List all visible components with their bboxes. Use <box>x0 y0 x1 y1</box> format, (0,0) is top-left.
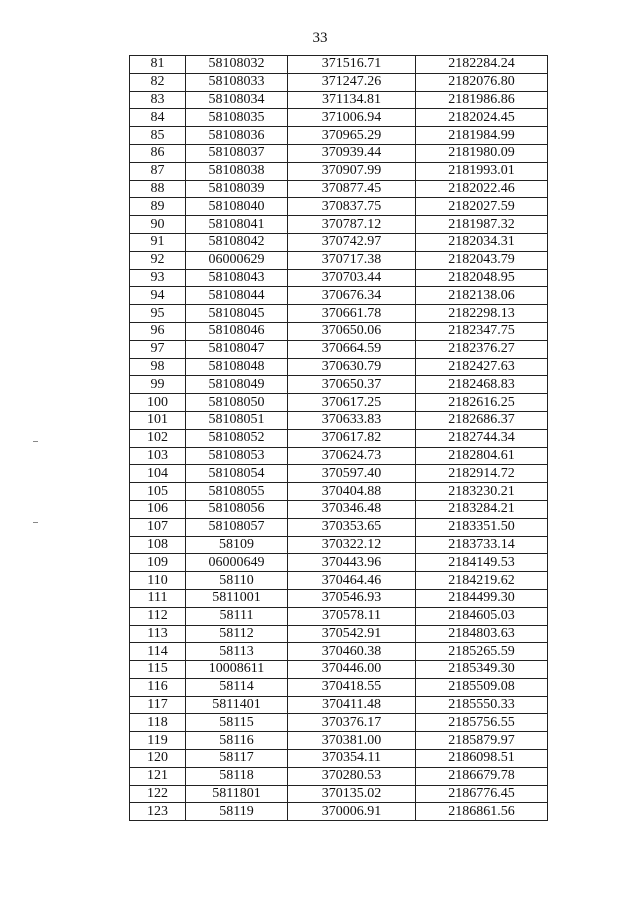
x-coordinate-cell: 370676.34 <box>288 287 416 305</box>
y-coordinate-cell: 2185550.33 <box>416 696 548 714</box>
point-id-cell: 58108045 <box>186 305 288 323</box>
x-coordinate-cell: 370446.00 <box>288 661 416 679</box>
row-number-cell: 113 <box>130 625 186 643</box>
point-id-cell: 58108033 <box>186 73 288 91</box>
y-coordinate-cell: 2182686.37 <box>416 411 548 429</box>
table-row <box>130 144 548 162</box>
y-coordinate-cell: 2185349.30 <box>416 661 548 679</box>
table-row <box>130 661 548 679</box>
x-coordinate-cell: 371516.71 <box>288 56 416 74</box>
x-coordinate-cell: 371134.81 <box>288 91 416 109</box>
x-coordinate-cell: 370280.53 <box>288 767 416 785</box>
point-id-cell: 5811401 <box>186 696 288 714</box>
x-coordinate-cell: 370353.65 <box>288 518 416 536</box>
x-coordinate-cell: 370322.12 <box>288 536 416 554</box>
y-coordinate-cell: 2186679.78 <box>416 767 548 785</box>
x-coordinate-cell: 370443.96 <box>288 554 416 572</box>
row-number-cell: 92 <box>130 251 186 269</box>
table-row <box>130 180 548 198</box>
table-row <box>130 322 548 340</box>
table-row <box>130 803 548 821</box>
table-row <box>130 305 548 323</box>
point-id-cell: 58113 <box>186 643 288 661</box>
x-coordinate-cell: 370787.12 <box>288 216 416 234</box>
point-id-cell: 58110 <box>186 572 288 590</box>
x-coordinate-cell: 370578.11 <box>288 607 416 625</box>
table-row <box>130 500 548 518</box>
y-coordinate-cell: 2186776.45 <box>416 785 548 803</box>
row-number-cell: 94 <box>130 287 186 305</box>
x-coordinate-cell: 370703.44 <box>288 269 416 287</box>
row-number-cell: 97 <box>130 340 186 358</box>
y-coordinate-cell: 2182076.80 <box>416 73 548 91</box>
y-coordinate-cell: 2182284.24 <box>416 56 548 74</box>
y-coordinate-cell: 2182138.06 <box>416 287 548 305</box>
point-id-cell: 58108049 <box>186 376 288 394</box>
row-number-cell: 120 <box>130 750 186 768</box>
y-coordinate-cell: 2181984.99 <box>416 127 548 145</box>
table-row <box>130 767 548 785</box>
y-coordinate-cell: 2184803.63 <box>416 625 548 643</box>
point-id-cell: 58108035 <box>186 109 288 127</box>
x-coordinate-cell: 370617.25 <box>288 394 416 412</box>
row-number-cell: 105 <box>130 483 186 501</box>
row-number-cell: 86 <box>130 144 186 162</box>
point-id-cell: 58108036 <box>186 127 288 145</box>
row-number-cell: 98 <box>130 358 186 376</box>
x-coordinate-cell: 370939.44 <box>288 144 416 162</box>
point-id-cell: 58114 <box>186 678 288 696</box>
y-coordinate-cell: 2181986.86 <box>416 91 548 109</box>
table-row <box>130 251 548 269</box>
x-coordinate-cell: 370546.93 <box>288 589 416 607</box>
table-row <box>130 696 548 714</box>
y-coordinate-cell: 2182804.61 <box>416 447 548 465</box>
y-coordinate-cell: 2182043.79 <box>416 251 548 269</box>
page-number: 33 <box>312 30 328 46</box>
point-id-cell: 58108043 <box>186 269 288 287</box>
point-id-cell: 58117 <box>186 750 288 768</box>
x-coordinate-cell: 370877.45 <box>288 180 416 198</box>
point-id-cell: 58111 <box>186 607 288 625</box>
row-number-cell: 118 <box>130 714 186 732</box>
x-coordinate-cell: 370742.97 <box>288 233 416 251</box>
y-coordinate-cell: 2183351.50 <box>416 518 548 536</box>
y-coordinate-cell: 2185509.08 <box>416 678 548 696</box>
y-coordinate-cell: 2182376.27 <box>416 340 548 358</box>
table-row <box>130 678 548 696</box>
row-number-cell: 114 <box>130 643 186 661</box>
point-id-cell: 58116 <box>186 732 288 750</box>
x-coordinate-cell: 370346.48 <box>288 500 416 518</box>
row-number-cell: 100 <box>130 394 186 412</box>
row-number-cell: 112 <box>130 607 186 625</box>
y-coordinate-cell: 2183284.21 <box>416 500 548 518</box>
y-coordinate-cell: 2182022.46 <box>416 180 548 198</box>
y-coordinate-cell: 2181987.32 <box>416 216 548 234</box>
x-coordinate-cell: 370633.83 <box>288 411 416 429</box>
table-row <box>130 785 548 803</box>
table-row <box>130 625 548 643</box>
point-id-cell: 58108052 <box>186 429 288 447</box>
table-row <box>130 358 548 376</box>
row-number-cell: 83 <box>130 91 186 109</box>
y-coordinate-cell: 2186861.56 <box>416 803 548 821</box>
table-row <box>130 447 548 465</box>
table-row <box>130 643 548 661</box>
point-id-cell: 58109 <box>186 536 288 554</box>
row-number-cell: 95 <box>130 305 186 323</box>
y-coordinate-cell: 2182298.13 <box>416 305 548 323</box>
table-row <box>130 429 548 447</box>
y-coordinate-cell: 2184499.30 <box>416 589 548 607</box>
table-row <box>130 216 548 234</box>
y-coordinate-cell: 2182468.83 <box>416 376 548 394</box>
point-id-cell: 10008611 <box>186 661 288 679</box>
y-coordinate-cell: 2184219.62 <box>416 572 548 590</box>
table-row <box>130 91 548 109</box>
point-id-cell: 5811001 <box>186 589 288 607</box>
y-coordinate-cell: 2182347.75 <box>416 322 548 340</box>
row-number-cell: 109 <box>130 554 186 572</box>
row-number-cell: 84 <box>130 109 186 127</box>
table-row <box>130 536 548 554</box>
point-id-cell: 58108038 <box>186 162 288 180</box>
row-number-cell: 106 <box>130 500 186 518</box>
point-id-cell: 58108032 <box>186 56 288 74</box>
y-coordinate-cell: 2184605.03 <box>416 607 548 625</box>
y-coordinate-cell: 2183230.21 <box>416 483 548 501</box>
point-id-cell: 58108042 <box>186 233 288 251</box>
table-row <box>130 127 548 145</box>
x-coordinate-cell: 370837.75 <box>288 198 416 216</box>
x-coordinate-cell: 370006.91 <box>288 803 416 821</box>
table-row <box>130 732 548 750</box>
row-number-cell: 111 <box>130 589 186 607</box>
y-coordinate-cell: 2185879.97 <box>416 732 548 750</box>
x-coordinate-cell: 370404.88 <box>288 483 416 501</box>
table-row <box>130 233 548 251</box>
point-id-cell: 58118 <box>186 767 288 785</box>
point-id-cell: 58108039 <box>186 180 288 198</box>
point-id-cell: 58108053 <box>186 447 288 465</box>
row-number-cell: 90 <box>130 216 186 234</box>
x-coordinate-cell: 371006.94 <box>288 109 416 127</box>
row-number-cell: 91 <box>130 233 186 251</box>
x-coordinate-cell: 370965.29 <box>288 127 416 145</box>
x-coordinate-cell: 370135.02 <box>288 785 416 803</box>
row-number-cell: 89 <box>130 198 186 216</box>
y-coordinate-cell: 2183733.14 <box>416 536 548 554</box>
x-coordinate-cell: 370411.48 <box>288 696 416 714</box>
margin-mark <box>33 441 38 442</box>
row-number-cell: 104 <box>130 465 186 483</box>
coordinates-table <box>129 55 548 821</box>
table-row <box>130 714 548 732</box>
row-number-cell: 99 <box>130 376 186 394</box>
table-row <box>130 287 548 305</box>
x-coordinate-cell: 370418.55 <box>288 678 416 696</box>
coordinates-table-body <box>130 56 548 821</box>
table-row <box>130 198 548 216</box>
row-number-cell: 122 <box>130 785 186 803</box>
row-number-cell: 119 <box>130 732 186 750</box>
point-id-cell: 06000649 <box>186 554 288 572</box>
row-number-cell: 88 <box>130 180 186 198</box>
row-number-cell: 117 <box>130 696 186 714</box>
point-id-cell: 58108048 <box>186 358 288 376</box>
row-number-cell: 123 <box>130 803 186 821</box>
table-row <box>130 340 548 358</box>
y-coordinate-cell: 2181993.01 <box>416 162 548 180</box>
row-number-cell: 116 <box>130 678 186 696</box>
point-id-cell: 58108047 <box>186 340 288 358</box>
point-id-cell: 58108040 <box>186 198 288 216</box>
y-coordinate-cell: 2185265.59 <box>416 643 548 661</box>
point-id-cell: 58108050 <box>186 394 288 412</box>
x-coordinate-cell: 370597.40 <box>288 465 416 483</box>
point-id-cell: 58108055 <box>186 483 288 501</box>
y-coordinate-cell: 2181980.09 <box>416 144 548 162</box>
y-coordinate-cell: 2186098.51 <box>416 750 548 768</box>
table-row <box>130 109 548 127</box>
x-coordinate-cell: 370376.17 <box>288 714 416 732</box>
y-coordinate-cell: 2185756.55 <box>416 714 548 732</box>
table-row <box>130 162 548 180</box>
x-coordinate-cell: 370617.82 <box>288 429 416 447</box>
y-coordinate-cell: 2182427.63 <box>416 358 548 376</box>
y-coordinate-cell: 2182024.45 <box>416 109 548 127</box>
table-row <box>130 607 548 625</box>
table-row <box>130 465 548 483</box>
table-row <box>130 554 548 572</box>
point-id-cell: 5811801 <box>186 785 288 803</box>
point-id-cell: 58108056 <box>186 500 288 518</box>
table-row <box>130 411 548 429</box>
x-coordinate-cell: 370542.91 <box>288 625 416 643</box>
x-coordinate-cell: 370624.73 <box>288 447 416 465</box>
table-row <box>130 56 548 74</box>
row-number-cell: 82 <box>130 73 186 91</box>
y-coordinate-cell: 2182034.31 <box>416 233 548 251</box>
point-id-cell: 58108057 <box>186 518 288 536</box>
row-number-cell: 110 <box>130 572 186 590</box>
point-id-cell: 06000629 <box>186 251 288 269</box>
row-number-cell: 107 <box>130 518 186 536</box>
y-coordinate-cell: 2182914.72 <box>416 465 548 483</box>
y-coordinate-cell: 2182048.95 <box>416 269 548 287</box>
x-coordinate-cell: 370630.79 <box>288 358 416 376</box>
row-number-cell: 85 <box>130 127 186 145</box>
point-id-cell: 58108041 <box>186 216 288 234</box>
table-row <box>130 73 548 91</box>
x-coordinate-cell: 370661.78 <box>288 305 416 323</box>
table-row <box>130 394 548 412</box>
row-number-cell: 81 <box>130 56 186 74</box>
y-coordinate-cell: 2182744.34 <box>416 429 548 447</box>
x-coordinate-cell: 370354.11 <box>288 750 416 768</box>
x-coordinate-cell: 371247.26 <box>288 73 416 91</box>
point-id-cell: 58108034 <box>186 91 288 109</box>
table-row <box>130 750 548 768</box>
row-number-cell: 108 <box>130 536 186 554</box>
point-id-cell: 58112 <box>186 625 288 643</box>
point-id-cell: 58108054 <box>186 465 288 483</box>
row-number-cell: 102 <box>130 429 186 447</box>
row-number-cell: 103 <box>130 447 186 465</box>
x-coordinate-cell: 370650.37 <box>288 376 416 394</box>
table-row <box>130 376 548 394</box>
point-id-cell: 58119 <box>186 803 288 821</box>
x-coordinate-cell: 370650.06 <box>288 322 416 340</box>
x-coordinate-cell: 370907.99 <box>288 162 416 180</box>
row-number-cell: 93 <box>130 269 186 287</box>
row-number-cell: 101 <box>130 411 186 429</box>
y-coordinate-cell: 2182616.25 <box>416 394 548 412</box>
table-row <box>130 483 548 501</box>
point-id-cell: 58108044 <box>186 287 288 305</box>
y-coordinate-cell: 2184149.53 <box>416 554 548 572</box>
row-number-cell: 96 <box>130 322 186 340</box>
x-coordinate-cell: 370664.59 <box>288 340 416 358</box>
point-id-cell: 58115 <box>186 714 288 732</box>
x-coordinate-cell: 370717.38 <box>288 251 416 269</box>
x-coordinate-cell: 370381.00 <box>288 732 416 750</box>
table-row <box>130 572 548 590</box>
x-coordinate-cell: 370464.46 <box>288 572 416 590</box>
table-row <box>130 269 548 287</box>
x-coordinate-cell: 370460.38 <box>288 643 416 661</box>
row-number-cell: 121 <box>130 767 186 785</box>
point-id-cell: 58108037 <box>186 144 288 162</box>
margin-mark <box>33 522 38 523</box>
point-id-cell: 58108051 <box>186 411 288 429</box>
row-number-cell: 87 <box>130 162 186 180</box>
y-coordinate-cell: 2182027.59 <box>416 198 548 216</box>
table-row <box>130 518 548 536</box>
table-row <box>130 589 548 607</box>
point-id-cell: 58108046 <box>186 322 288 340</box>
row-number-cell: 115 <box>130 661 186 679</box>
